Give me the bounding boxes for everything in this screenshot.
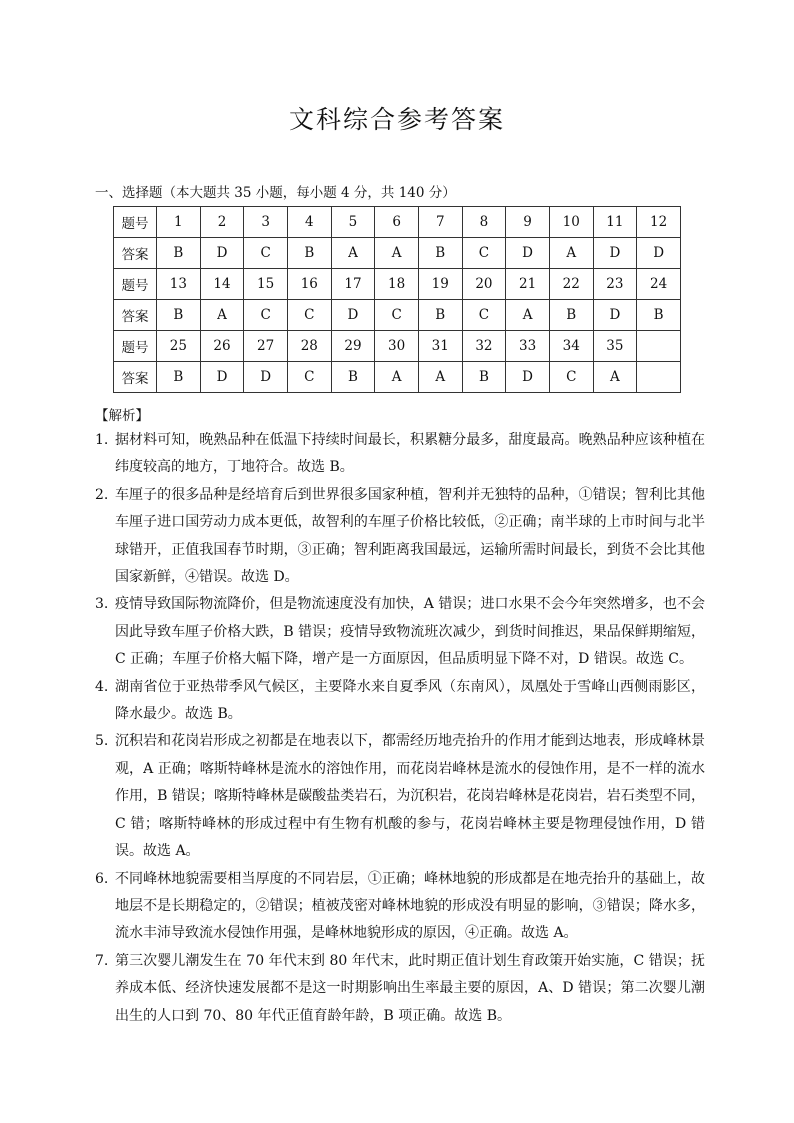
section-heading: 一、选择题（本大题共 35 小题，每小题 4 分，共 140 分）: [95, 185, 456, 201]
item-number: 4.: [95, 678, 109, 695]
question-number-cell: 20: [462, 269, 506, 300]
question-number-cell: 22: [549, 269, 593, 300]
answer-row: [114, 300, 681, 331]
question-number-label-cell: 题号: [114, 331, 157, 362]
question-number-cell: 21: [506, 269, 550, 300]
question-number-row: [114, 331, 681, 362]
answer-cell: D: [244, 362, 288, 393]
question-number-cell: 7: [418, 207, 462, 238]
answer-cell: [637, 362, 681, 393]
question-number-cell: 8: [462, 207, 506, 238]
question-number-cell: 12: [637, 207, 681, 238]
analysis-item: [95, 866, 705, 948]
question-number-cell: 6: [375, 207, 419, 238]
question-number-cell: 32: [462, 331, 506, 362]
answer-cell: A: [593, 362, 637, 393]
item-text: 据材料可知，晚熟品种在低温下持续时间最长，积累糖分最多，甜度最高。晚熟品种应该种植在纬度较高的地方，丁地符合。故选 B。: [115, 432, 705, 476]
answer-cell: B: [549, 300, 593, 331]
answer-cell: A: [200, 300, 244, 331]
item-text: 第三次婴儿潮发生在 70 年代末到 80 年代末，此时期正值计划生育政策开始实施，C 错误；抚养成本低、经济快速发展都不是这一时期影响出生率最主要的原因，A、D 错误；第二次婴儿潮出生的人口到 70、80 年代正值育龄年龄，B 项正确。故选 B。: [115, 952, 705, 1024]
question-number-cell: 5: [331, 207, 375, 238]
question-number-cell: 19: [418, 269, 462, 300]
question-number-cell: 28: [287, 331, 331, 362]
item-number: 5.: [95, 733, 109, 750]
item-number: 1.: [95, 432, 109, 448]
item-text: 车厘子的很多品种是经培育后到世界很多国家种植，智利并无独特的品种，①错误；智利比其他车厘子进口国劳动力成本更低，故智利的车厘子价格比较低，②正确；南半球的上市时间与北半球错开，正值我国春节时期，③正确；智利距离我国最远，运输所需时间最长，到货不会比其他国家新鲜，④错误。故选 D。: [115, 486, 705, 586]
question-number-cell: 23: [593, 269, 637, 300]
answer-row: [114, 362, 681, 393]
answer-cell: C: [375, 300, 419, 331]
question-number-cell: 16: [287, 269, 331, 300]
answer-label-cell: 答案: [114, 362, 157, 393]
question-number-row: [114, 207, 681, 238]
question-number-cell: 2: [200, 207, 244, 238]
answer-cell: D: [506, 362, 550, 393]
answer-cell: D: [200, 362, 244, 393]
answer-cell: D: [506, 238, 550, 269]
answer-cell: B: [462, 362, 506, 393]
answer-label-cell: 答案: [114, 238, 157, 269]
answer-cell: D: [331, 300, 375, 331]
analysis-item: [95, 674, 705, 729]
analysis-item: [95, 482, 705, 592]
answer-cell: A: [418, 362, 462, 393]
analysis-item: [95, 948, 705, 1030]
answer-cell: A: [375, 238, 419, 269]
question-number-cell: 34: [549, 331, 593, 362]
answer-cell: C: [244, 300, 288, 331]
item-text: 不同峰林地貌需要相当厚度的不同岩层，①正确；峰林地貌的形成都是在地壳抬升的基础上，故地层不是长期稳定的，②错误；植被茂密对峰林地貌的形成没有明显的影响，③错误；降水多，流水丰沛导致流水侵蚀作用强，是峰林地貌形成的原因，④正确。故选 A。: [115, 870, 705, 942]
item-text: 沉积岩和花岗岩形成之初都是在地表以下，都需经历地壳抬升的作用才能到达地表，形成峰林景观，A 正确；喀斯特峰林是流水的溶蚀作用，而花岗岩峰林是流水的侵蚀作用，是不一样的流水作用，B 错误；喀斯特峰林是碳酸盐类岩石，为沉积岩，花岗岩峰林是花岗岩，岩石类型不同，C 错；喀斯特峰林的形成过程中有生物有机酸的参与，花岗岩峰林主要是物理侵蚀作用，D 错误。故选 A。: [115, 733, 705, 860]
answer-cell: C: [287, 362, 331, 393]
item-number: 6.: [95, 870, 109, 887]
item-text: 湖南省位于亚热带季风气候区，主要降水来自夏季风（东南风），凤凰处于雪峰山西侧雨影区，降水最少。故选 B。: [115, 678, 705, 723]
answer-cell: C: [287, 300, 331, 331]
item-number: 2.: [95, 486, 109, 503]
answer-cell: C: [462, 238, 506, 269]
page-title: 文科综合参考答案: [288, 105, 505, 134]
question-number-cell: 33: [506, 331, 550, 362]
analysis-item: [95, 728, 705, 865]
answer-cell: D: [637, 238, 681, 269]
answer-cell: C: [462, 300, 506, 331]
answer-cell: B: [418, 300, 462, 331]
item-number: 3.: [95, 596, 109, 613]
answer-cell: B: [418, 238, 462, 269]
question-number-cell: 18: [375, 269, 419, 300]
question-number-cell: 9: [506, 207, 550, 238]
item-number: 7.: [95, 952, 109, 969]
analysis-item: [95, 427, 705, 482]
question-number-cell: 10: [549, 207, 593, 238]
answer-cell: B: [157, 362, 201, 393]
answer-cell: A: [549, 238, 593, 269]
question-number-cell: 4: [287, 207, 331, 238]
answer-cell: A: [375, 362, 419, 393]
analysis-list: [95, 427, 705, 1030]
answer-cell: B: [157, 238, 201, 269]
question-number-cell: 26: [200, 331, 244, 362]
answer-cell: A: [506, 300, 550, 331]
answer-cell: D: [593, 238, 637, 269]
answer-cell: B: [157, 300, 201, 331]
question-number-cell: 31: [418, 331, 462, 362]
question-number-cell: 11: [593, 207, 637, 238]
question-number-cell: 13: [157, 269, 201, 300]
question-number-cell: 35: [593, 331, 637, 362]
answer-cell: C: [549, 362, 593, 393]
analysis-item: [95, 591, 705, 673]
question-number-cell: 15: [244, 269, 288, 300]
question-number-label-cell: 题号: [114, 269, 157, 300]
question-number-cell: 17: [331, 269, 375, 300]
question-number-cell: 1: [157, 207, 201, 238]
answer-cell: D: [200, 238, 244, 269]
answer-label-cell: 答案: [114, 300, 157, 331]
answer-row: [114, 238, 681, 269]
answer-cell: C: [244, 238, 288, 269]
answer-cell: A: [331, 238, 375, 269]
question-number-cell: 3: [244, 207, 288, 238]
answer-cell: B: [287, 238, 331, 269]
question-number-cell: 25: [157, 331, 201, 362]
question-number-cell: 30: [375, 331, 419, 362]
question-number-cell: 24: [637, 269, 681, 300]
question-number-cell: 14: [200, 269, 244, 300]
answer-cell: D: [593, 300, 637, 331]
answer-table: [113, 206, 681, 393]
question-number-row: [114, 269, 681, 300]
question-number-cell: 29: [331, 331, 375, 362]
answer-cell: B: [637, 300, 681, 331]
question-number-cell: 27: [244, 331, 288, 362]
question-number-label-cell: 题号: [114, 207, 157, 238]
analysis-heading: 【解析】: [95, 408, 149, 424]
item-text: 疫情导致国际物流降价，但是物流速度没有加快，A 错误；进口水果不会今年突然增多，也不会因此导致车厘子价格大跌，B 错误；疫情导致物流班次减少，到货时间推迟，果品保鲜期缩短，C 正确；车厘子价格大幅下降，增产是一方面原因，但品质明显下降不对，D 错误。故选 C。: [115, 596, 705, 668]
answer-cell: B: [331, 362, 375, 393]
question-number-cell: [637, 331, 681, 362]
